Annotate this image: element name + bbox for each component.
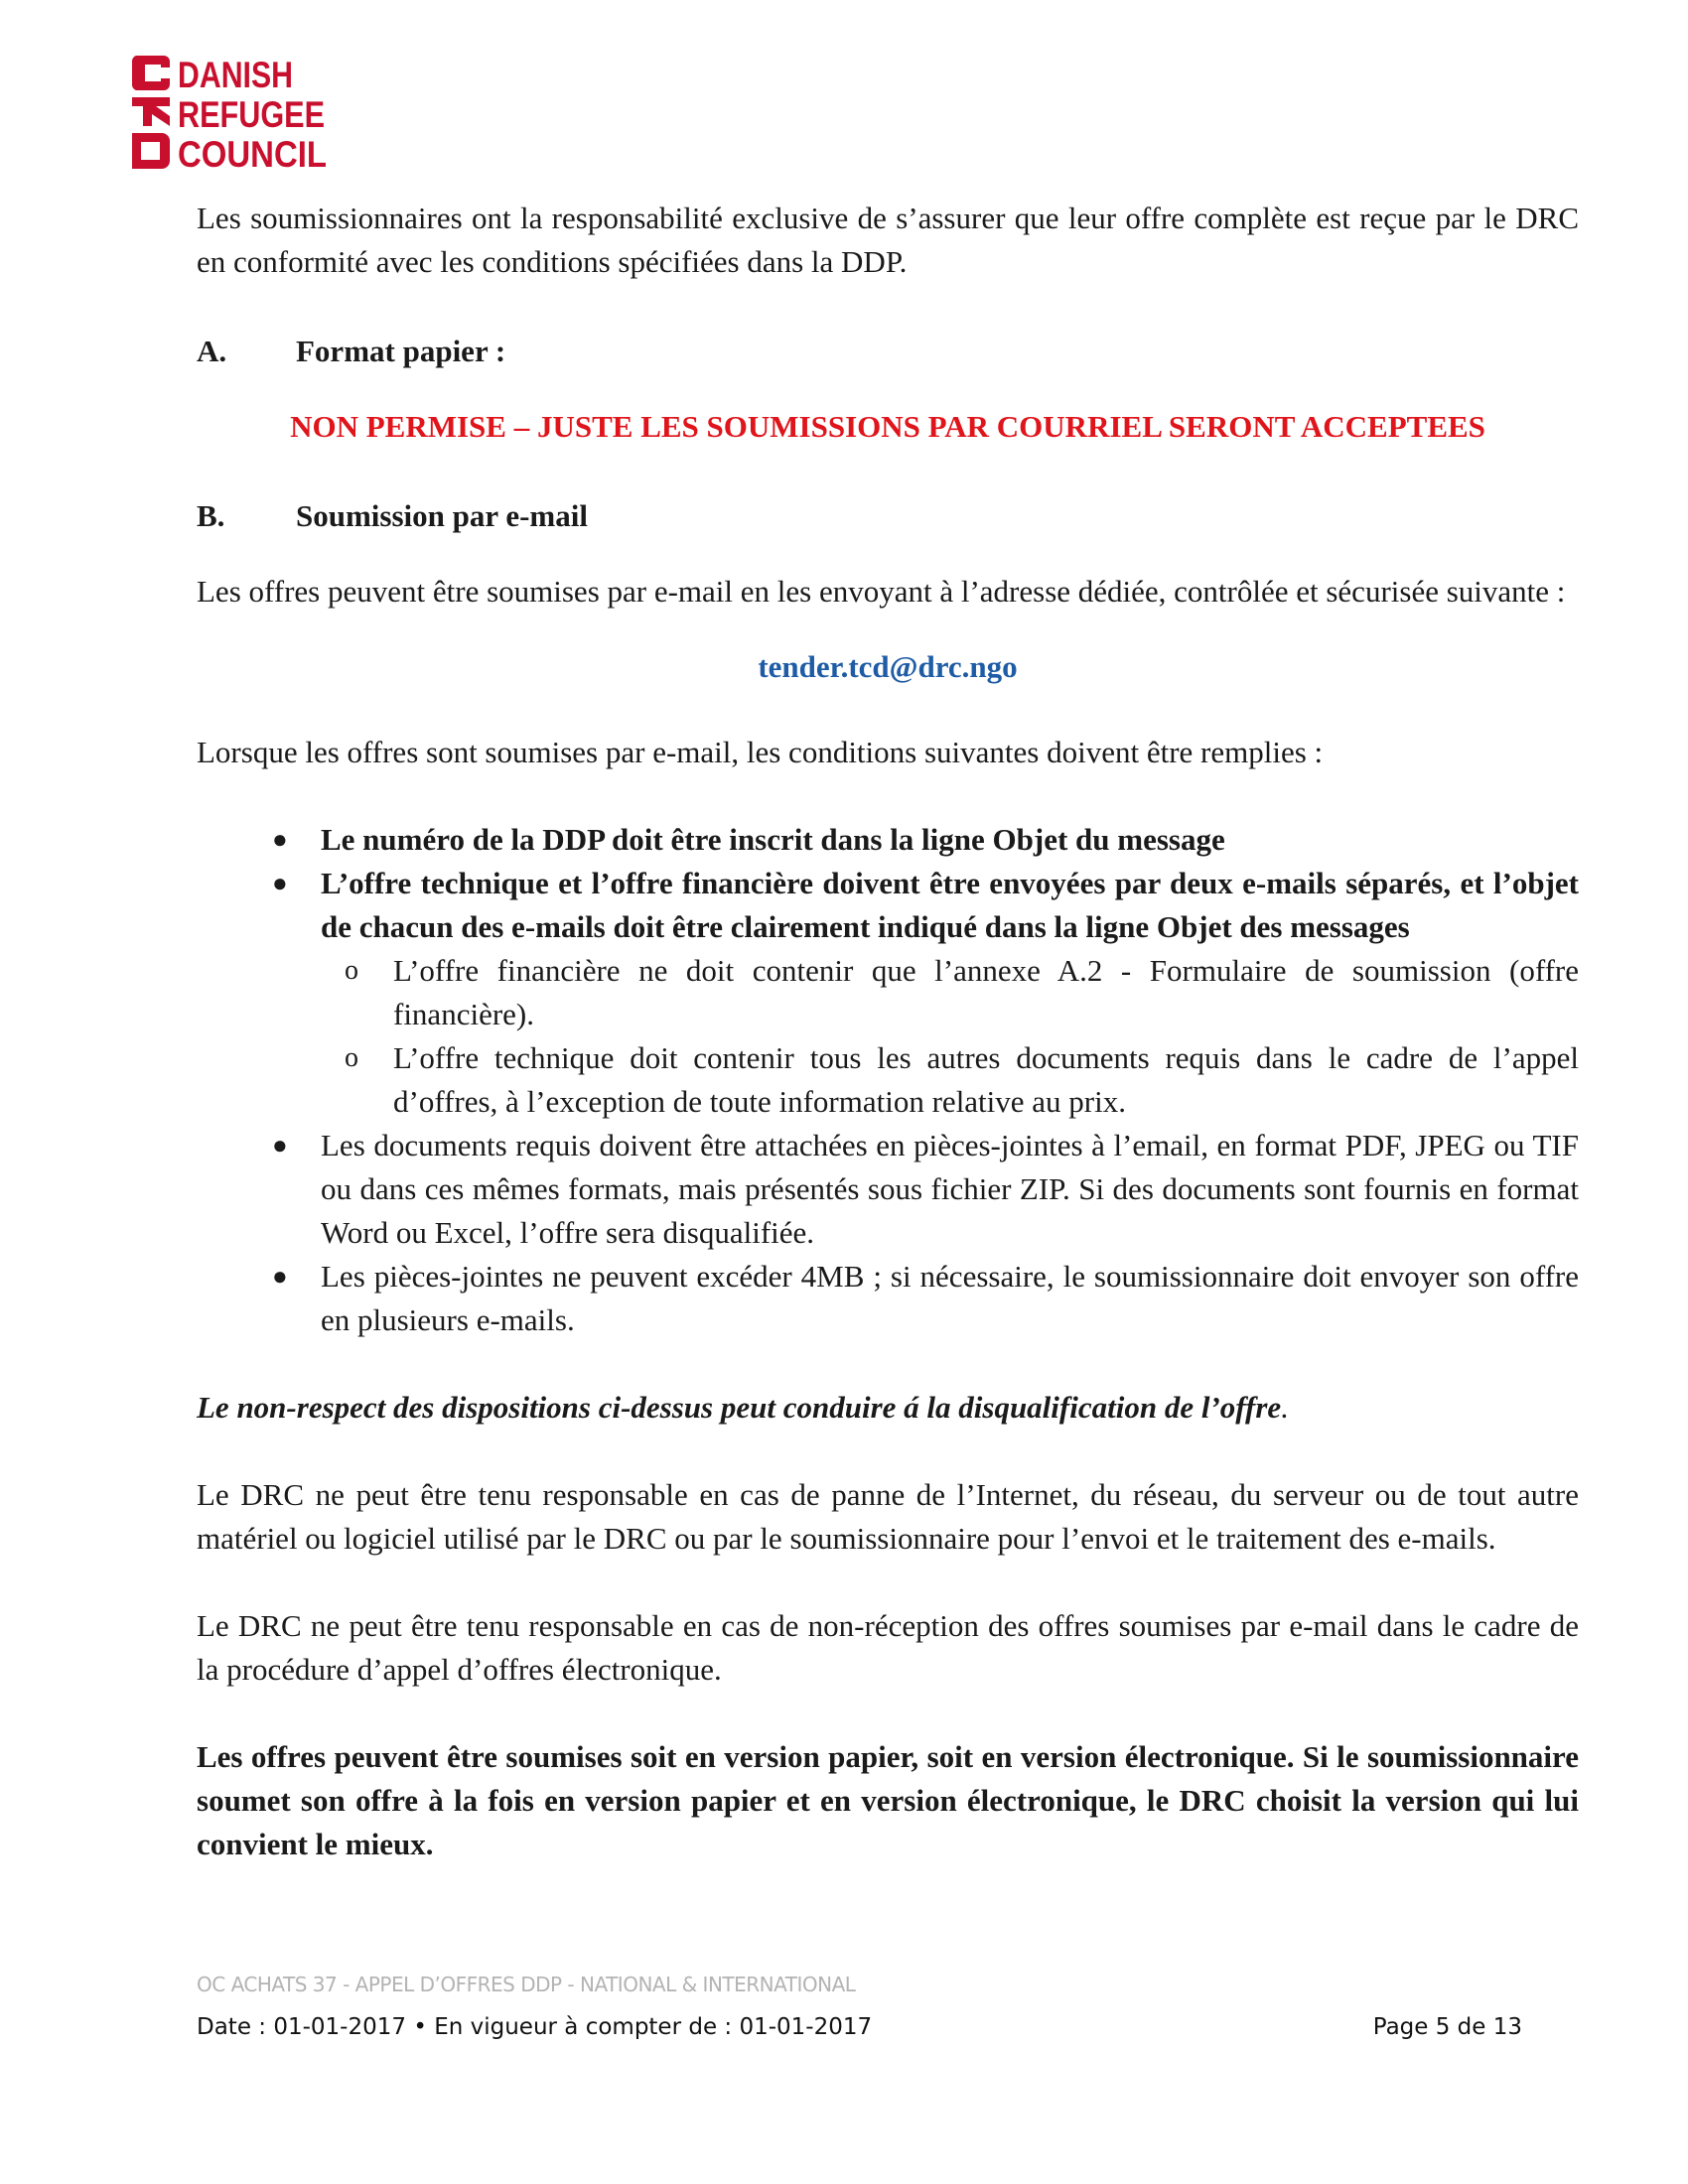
footer-row xyxy=(197,2012,1522,2042)
document-body xyxy=(197,197,1579,1866)
warning-period: . xyxy=(1281,1390,1289,1425)
intro-paragraph: Les soumissionnaires ont la responsabilité exclusive de s’assurer que leur offre complète est reçue par le DRC en conformité avec les conditions spécifiées dans la DDP. xyxy=(197,201,1579,279)
logo-line-council: COUNCIL xyxy=(178,134,327,169)
condition-separate-emails: L’offre technique et l’offre financière doivent être envoyées par deux e-mails séparés, et l’objet de chacun des e-mails doit être clairement indiqué dans la ligne Objet des messages xyxy=(321,866,1579,944)
section-a-number: A. xyxy=(197,334,227,368)
bullet-icon: ● xyxy=(272,1262,288,1291)
list-item xyxy=(197,1255,1579,1342)
drc-logo xyxy=(132,52,351,169)
bullet-icon: ● xyxy=(272,1131,288,1160)
warning-text: Le non-respect des dispositions ci-dessus peut conduire á la disqualification de l’offre xyxy=(197,1390,1282,1425)
page-footer xyxy=(197,1971,1522,2042)
list-item xyxy=(197,862,1579,1124)
section-b-heading xyxy=(197,494,1579,538)
logo-line-danish: DANISH xyxy=(178,55,293,95)
section-b-number: B. xyxy=(197,498,225,533)
disqualification-warning xyxy=(197,1386,1579,1430)
conditions-intro: Lorsque les offres sont soumises par e-mail, les conditions suivantes doivent être remplies : xyxy=(197,735,1324,769)
disclaimer-non-reception: Le DRC ne peut être tenu responsable en cas de non-réception des offres soumises par e-mail dans le cadre de la procédure d’appel d’offres électronique. xyxy=(197,1608,1579,1687)
footer-date: Date : 01-01-2017 • En vigueur à compter de : 01-01-2017 xyxy=(197,2014,873,2040)
sub-list xyxy=(321,949,1579,1124)
page-number: Page 5 de 13 xyxy=(1372,2014,1522,2040)
submission-version-note: Les offres peuvent être soumises soit en version papier, soit en version électronique. Si le soumissionnaire soumet son offre à la fois en version papier et en version électronique, le DRC choisit la version qui lui convient le mieux. xyxy=(197,1739,1579,1861)
not-permitted-notice: NON PERMISE – JUSTE LES SOUMISSIONS PAR COURRIEL SERONT ACCEPTEES xyxy=(290,409,1485,444)
logo-line-refugee: REFUGEE xyxy=(178,94,325,135)
list-item xyxy=(197,1124,1579,1255)
list-item xyxy=(321,949,1579,1036)
sub-condition-technical: L’offre technique doit contenir tous les autres documents requis dans le cadre de l’appel d’offres, à l’exception de toute information relative au prix. xyxy=(393,1040,1579,1119)
conditions-list xyxy=(197,818,1579,1342)
circle-bullet-icon: o xyxy=(345,955,358,986)
condition-file-formats: Les documents requis doivent être attachées en pièces-jointes à l’email, en format PDF, JPEG ou TIF ou dans ces mêmes formats, mais présentés sous fichier ZIP. Si des documents sont fournis en format Word ou Excel, l’offre sera disqualifiée. xyxy=(321,1128,1579,1250)
sub-condition-financial: L’offre financière ne doit contenir que l’annexe A.2 - Formulaire de soumission (offre financière). xyxy=(393,953,1579,1031)
footer-document-title: OC ACHATS 37 - APPEL D’OFFRES DDP - NATIONAL & INTERNATIONAL xyxy=(197,1973,856,1996)
circle-bullet-icon: o xyxy=(345,1042,358,1073)
section-b-title: Soumission par e-mail xyxy=(296,498,588,533)
section-a-title: Format papier : xyxy=(296,334,506,368)
email-submission-paragraph: Les offres peuvent être soumises par e-mail en les envoyant à l’adresse dédiée, contrôlée et sécurisée suivante : xyxy=(197,574,1566,609)
condition-subject-line: Le numéro de la DDP doit être inscrit dans la ligne Objet du message xyxy=(321,822,1225,857)
disclaimer-network: Le DRC ne peut être tenu responsable en cas de panne de l’Internet, du réseau, du serveur ou de tout autre matériel ou logiciel utilisé par le DRC ou par le soumissionnaire pour l’envoi et le traitement des e-mails. xyxy=(197,1477,1579,1556)
bullet-icon: ● xyxy=(272,869,288,897)
section-a-heading xyxy=(197,330,1579,373)
list-item xyxy=(197,818,1579,862)
list-item xyxy=(321,1036,1579,1124)
tender-email-address[interactable]: tender.tcd@drc.ngo xyxy=(758,649,1018,684)
bullet-icon: ● xyxy=(272,825,288,854)
condition-attachment-size: Les pièces-jointes ne peuvent excéder 4MB ; si nécessaire, le soumissionnaire doit envoyer son offre en plusieurs e-mails. xyxy=(321,1259,1579,1337)
